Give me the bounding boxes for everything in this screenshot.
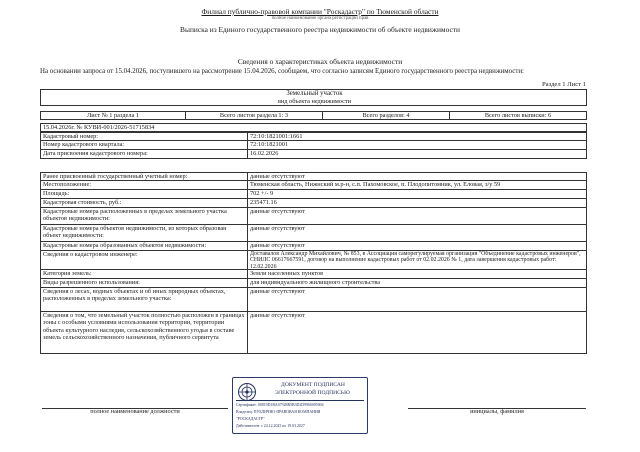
permitted-use: для индивидуального жилищного строительства <box>248 279 587 288</box>
registry-office-name: Филиал публично-правовой компании "Роскадастр" по Тюменской области <box>201 7 439 16</box>
table-row <box>40 141 587 150</box>
table-row <box>40 190 587 199</box>
section-sheets-total: Всего листов раздела 1: 3 <box>186 111 323 120</box>
row-value: данные отсутствуют <box>248 208 587 225</box>
object-type: Земельный участок <box>286 90 343 97</box>
table-row <box>40 251 587 270</box>
table-row <box>40 208 587 225</box>
cadastral-number: 72:10:1821001:1661 <box>248 132 587 141</box>
object-type-box <box>40 89 587 106</box>
section-subtitle: Сведения о характеристиках объекта недвижимости <box>237 57 403 66</box>
cadastral-value: 235471.16 <box>248 199 587 208</box>
table-row <box>40 150 587 159</box>
registry-office-caption: полное наименование органа регистрации прав <box>271 16 369 21</box>
row-label: Кадастровые номера расположенных в пределах земельного участка объектов недвижимости: <box>40 208 248 225</box>
row-label: Сведения о том, что земельный участок полностью расположен в границах зоны с особыми условиями использования территории, территории объекта культурного наследия, сельскохозяйственного угодья в составе земель сельскохозяйственного назначения, публичного сервитута <box>40 312 248 354</box>
section-tag: Раздел 1 Лист 1 <box>542 81 586 88</box>
engineer-info: Доставалов Александр Михайлович, № 853, в Ассоциация саморегулируемая организация "Объединение кадастровых инженеров", СНИЛС 06617667591, договор на выполнение кадастровых работ от 02.02.2026 № 1, дата завершения кадастровых работ: 12.02.2026 <box>248 251 587 270</box>
stamp-validity: Действителен: с 24.12.2025 по 19.03.2027 <box>236 424 305 428</box>
row-label: Кадастровые номера объектов недвижимости, из которых образован объект недвижимости: <box>40 225 248 242</box>
row-value: данные отсутствуют <box>248 288 587 312</box>
table-row <box>40 132 587 141</box>
row-label: Кадастровая стоимость, руб.: <box>40 199 248 208</box>
sheets-total: Всего листов выписки: 6 <box>450 111 587 120</box>
row-label: Местоположение: <box>40 181 248 190</box>
table-row <box>40 199 587 208</box>
location-value: Тюменская область, Нижнский м.р-н, с.п. Пахомовское, п. Плодопитомник, ул. Еловая, з/у 59 <box>248 181 587 190</box>
position-caption: полное наименование должности <box>90 408 180 415</box>
emblem-icon <box>237 382 257 402</box>
row-label: Сведения о кадастровом инженере: <box>40 251 248 270</box>
area-value: 702 +/- 9 <box>248 190 587 199</box>
table-row <box>40 288 587 312</box>
cadastral-quarter: 72:10:1821001 <box>248 141 587 150</box>
row-value: данные отсутствуют <box>248 172 587 181</box>
assignment-date: 16.02.2026 <box>248 150 587 159</box>
row-label: Кадастровые номера образованных объектов недвижимости: <box>40 242 248 251</box>
e-signature-stamp <box>232 377 368 434</box>
stamp-owner: Владелец: ПУБЛИЧНО-ПРАВОВАЯ КОМПАНИЯ <box>236 410 321 414</box>
record-id: 15.04.2026г. № КУВИ-001/2026-51715834 <box>40 123 587 132</box>
stamp-divider <box>236 400 364 401</box>
stamp-title: ДОКУМЕНТ ПОДПИСАН <box>281 382 345 388</box>
table-row <box>40 312 587 354</box>
table-row <box>40 181 587 190</box>
table-row <box>40 172 587 181</box>
table-row <box>40 279 587 288</box>
name-caption: инициалы, фамилия <box>470 408 524 415</box>
document-title: Выписка из Единого государственного реестра недвижимости об объекте недвижимости <box>180 25 460 34</box>
stamp-subtitle: ЭЛЕКТРОННОЙ ПОДПИСЬЮ <box>275 390 350 396</box>
row-label: Ранее присвоенный государственный учетный номер: <box>40 172 248 181</box>
row-label: Номер кадастрового квартала: <box>40 141 248 150</box>
request-statement: На основании запроса от 15.04.2026, поступившего на рассмотрение 15.04.2026, сообщаем, что согласно записям Единого государственного реестра недвижимости: <box>40 68 524 75</box>
row-value: данные отсутствуют <box>248 225 587 242</box>
row-value: данные отсутствуют <box>248 242 587 251</box>
row-label: Категория земель: <box>40 270 248 279</box>
row-label: Площадь: <box>40 190 248 199</box>
stamp-certificate: Сертификат: 00819D1BA07928B5B3D2D9960005004 <box>236 403 324 407</box>
table-row <box>40 242 587 251</box>
sections-total: Всего разделов: 4 <box>323 111 450 120</box>
stamp-owner-name: "РОСКАДАСТР" <box>236 417 265 421</box>
object-type-caption: вид объекта недвижимости <box>277 98 352 105</box>
table-row <box>40 270 587 279</box>
land-category: Земли населенных пунктов <box>248 270 587 279</box>
row-value: данные отсутствуют <box>248 312 587 354</box>
row-label: Дата присвоения кадастрового номера: <box>40 150 248 159</box>
row-label: Сведения о лесах, водных объектах и об иных природных объектах, расположенных в пределах земельного участка: <box>40 288 248 312</box>
table-row <box>40 225 587 242</box>
row-label: Виды разрешенного использования: <box>40 279 248 288</box>
row-label: Кадастровый номер: <box>40 132 248 141</box>
sheet-number: Лист № 1 раздела 1 <box>40 111 186 120</box>
